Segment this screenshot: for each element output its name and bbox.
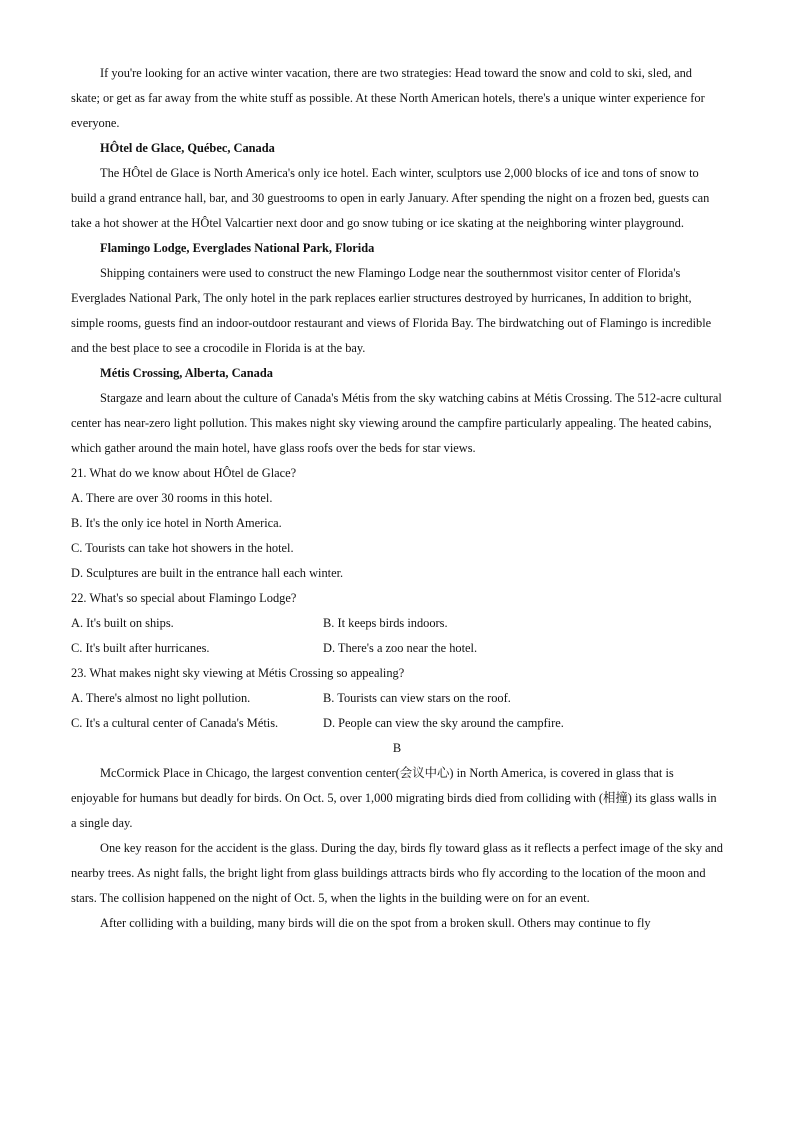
- question-23-option-a: A. There's almost no light pollution.: [71, 691, 251, 705]
- question-23-option-d: D. People can view the sky around the campfire.: [323, 716, 564, 730]
- question-21-option-d: D. Sculptures are built in the entrance hall each winter.: [71, 566, 344, 580]
- question-21-stem: 21. What do we know about HÔtel de Glace?: [71, 466, 297, 480]
- page-content: [71, 61, 723, 936]
- question-23-option-c: C. It's a cultural center of Canada's Métis.: [71, 716, 279, 730]
- passage-b-paragraph-1: McCormick Place in Chicago, the largest convention center(会议中心) in North America, is covered in glass that is enjoyable for humans but deadly for birds. On Oct. 5, over 1,000 migrating birds died from colliding with (相撞) its glass walls in a single day.: [71, 766, 717, 830]
- question-22-options-row-1: [71, 611, 723, 636]
- question-23-options-row-1: [71, 686, 723, 711]
- section-body-flamingo-lodge: Shipping containers were used to construct the new Flamingo Lodge near the southernmost visitor center of Florida's Everglades National Park, The only hotel in the park replaces earlier structures destroyed by hurricanes, In addition to bright, simple rooms, guests find an indoor-outdoor restaurant and views of Florida Bay. The birdwatching out of Flamingo is incredible and the best place to see a crocodile in Florida is at the bay.: [71, 266, 712, 355]
- question-21-option-b: B. It's the only ice hotel in North America.: [71, 516, 282, 530]
- question-22-stem: 22. What's so special about Flamingo Lodge?: [71, 591, 297, 605]
- question-22-option-a: A. It's built on ships.: [71, 616, 174, 630]
- passage-b-paragraph-3: After colliding with a building, many birds will die on the spot from a broken skull. Others may continue to fly: [100, 916, 651, 930]
- question-23-option-b: B. Tourists can view stars on the roof.: [323, 691, 511, 705]
- passage-a-intro: If you're looking for an active winter vacation, there are two strategies: Head toward the snow and cold to ski, sled, and skate; or get as far away from the white stuff as possible. At these North American hotels, there's a unique winter experience for everyone.: [71, 66, 705, 130]
- question-21-option-c: C. Tourists can take hot showers in the hotel.: [71, 541, 294, 555]
- passage-b-label: B: [392, 741, 402, 755]
- section-heading-flamingo-lodge: Flamingo Lodge, Everglades National Park, Florida: [100, 241, 375, 255]
- question-22-option-c: C. It's built after hurricanes.: [71, 641, 210, 655]
- section-body-hotel-de-glace: The HÔtel de Glace is North America's only ice hotel. Each winter, sculptors use 2,000 blocks of ice and tons of snow to build a grand entrance hall, bar, and 30 guestrooms to open in early January. After spending the night on a frozen bed, guests can take a hot shower at the HÔtel Valcartier next door and go snow tubing or ice skating at the neighboring winter playground.: [71, 166, 710, 230]
- passage-b-paragraph-2: One key reason for the accident is the glass. During the day, birds fly toward glass as it reflects a perfect image of the sky and nearby trees. As night falls, the bright light from glass buildings attracts birds who fly according to the location of the moon and stars. The collision happened on the night of Oct. 5, when the lights in the building were on for an event.: [71, 841, 723, 905]
- question-22-option-b: B. It keeps birds indoors.: [323, 616, 448, 630]
- question-23-options-row-2: [71, 711, 723, 736]
- section-body-metis-crossing: Stargaze and learn about the culture of Canada's Métis from the sky watching cabins at Métis Crossing. The 512-acre cultural center has near-zero light pollution. This makes night sky viewing around the campfire particularly appealing. The heated cabins, which gather around the main hotel, have glass roofs over the beds for star views.: [71, 391, 722, 455]
- question-23-stem: 23. What makes night sky viewing at Métis Crossing so appealing?: [71, 666, 405, 680]
- question-21-option-a: A. There are over 30 rooms in this hotel.: [71, 491, 273, 505]
- question-22-option-d: D. There's a zoo near the hotel.: [323, 641, 478, 655]
- section-heading-metis-crossing: Métis Crossing, Alberta, Canada: [100, 366, 273, 380]
- question-22-options-row-2: [71, 636, 723, 661]
- section-heading-hotel-de-glace: HÔtel de Glace, Québec, Canada: [100, 141, 275, 155]
